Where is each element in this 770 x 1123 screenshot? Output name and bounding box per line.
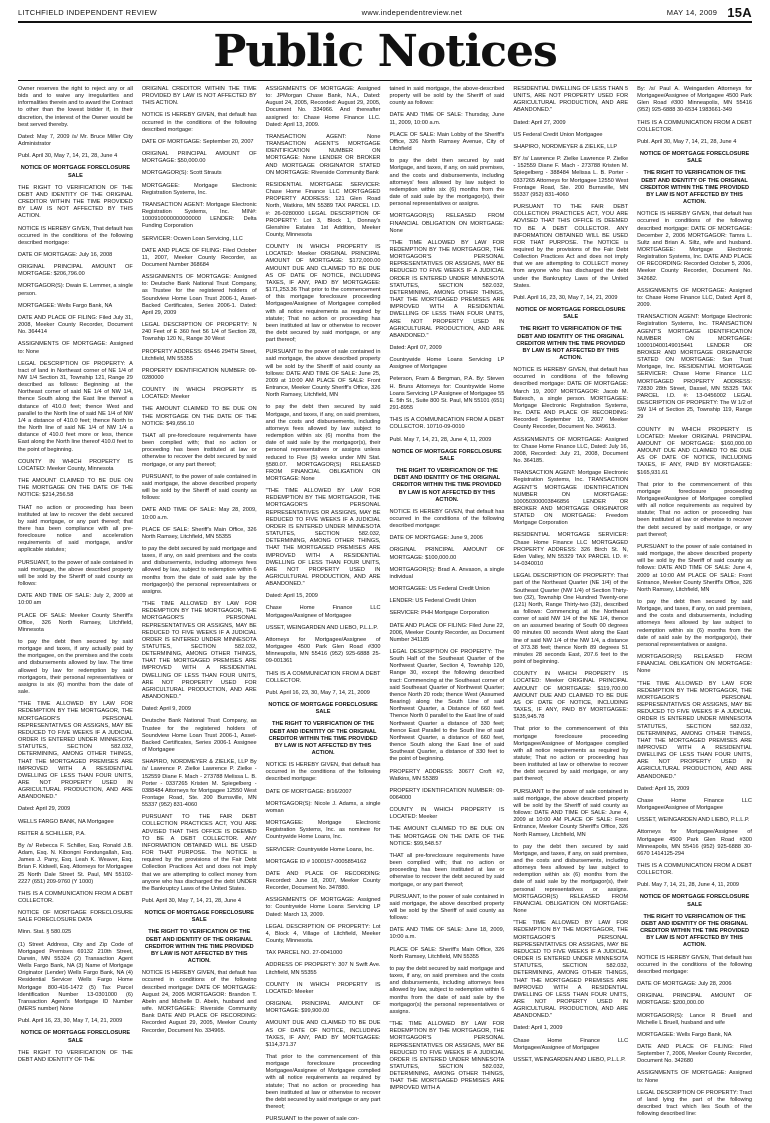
title-rule <box>18 80 752 81</box>
notice-paragraph: ORIGINAL PRINCIPAL AMOUNT OF MORTGAGE: $50,000.00 <box>141 151 257 165</box>
notice-paragraph: By /s/ Rebecca F. Schiller, Esq. Ronald J.B. Adam, Esq. N. Kibongni Fondungallah, Esq. James J. Parry, Esq. Leah K. Weaver, Esq. Brian F. Kidwell, Esq. Attorneys for Mortgagee 25 North Dale Street St. Paul, MN 55102-2227 (651) 209-9760 (Y 1000) <box>18 842 133 885</box>
notice-paragraph: NOTICE IS HEREBY GIVEN, That default has occurred in the conditions of the following described mortgage: <box>18 225 133 246</box>
notice-paragraph: THE RIGHT TO VERIFICATION OF THE DEBT AND IDENTITY OF THE <box>18 1049 133 1063</box>
notice-paragraph: COUNTY IN WHICH PROPERTY IS LOCATED: Meeker ORIGINAL PRINCIPAL AMOUNT OF MORTGAGE: $172,000.00 AMOUNT DUE AND CLAIMED TO BE DUE AS OF DATE OF NOTICE, INCLUDING TAXES, IF ANY, PAID BY MORTGAGEE: $171,253.36 That prior to the commencement of this mortgage foreclosure proceeding Mortgagee/Assignee of Mortgagee complied with all notice requirements as required by statute; That no action or proceeding has been instituted at law or otherwise to recover the debt secured by said mortgage, or any part thereof; <box>265 244 381 344</box>
notice-paragraph: NOTICE IS HEREBY GIVEN, that default has occurred in conditions of the following described mortgage: DATE OF MORTGAGE: March 19, 2007 MORTGAGOR: Jacob M. Batesch, a single person. MORTGAGEE: Mortgage Electronic Registration Systems, Inc. DATE AND PLACE OF RECORDING: Recorded September 19, 2007 Meeker County Recorder, Document No. 349613. <box>513 367 629 431</box>
notice-paragraph: NOTICE IS HEREBY GIVEN, that default has occurred in conditions of the following described mortgage: DATE OF MORTGAGE: August 24, 2005 MORTGAGOR: Brandon T. Abeln and Michelle D. Abeln, husband and wife. MORTGAGEE: Riverside Community Bank DATE AND PLACE OF RECORDING: Recorded August 29, 2005, Meeker County Recorder, Document No. 334965. <box>141 970 257 1034</box>
notice-heading: THE RIGHT TO VERIFICATION OF THE DEBT AND IDENTITY OF THE ORIGINAL CREDITOR WITHIN THE TIME PROVIDED BY LAW IS NOT AFFECTED BY THIS ACTION. <box>392 468 502 503</box>
page-number: 15A <box>727 4 752 20</box>
notice-paragraph: Publ. April 30, May 7, 14, 21, 28, June 4 <box>141 898 242 904</box>
notice-heading: NOTICE OF MORTGAGE FORECLOSURE SALE <box>268 702 378 716</box>
notice-paragraph: PURSUANT, to the power of sale contained in said mortgage, the above described property will be sold by the Sheriff of said county as follows: <box>18 559 133 588</box>
notice-paragraph: THAT no action or proceeding has been instituted at law to recover the debt secured by said mortgage, or any part thereof; that there has been compliance with all pre-foreclosure notice and acceleration requirements of said mortgage, and/or applicable statutes; <box>18 504 133 554</box>
notice-heading: NOTICE OF MORTGAGE FORECLOSURE SALE <box>639 151 750 165</box>
notice-paragraph: THIS IS A COMMUNICATION FROM A DEBT COLLECTOR. <box>265 670 381 684</box>
notice-paragraph: to pay the debt secured by said mortgage and taxes, if any, on said premises and the costs and disbursements, including attorneys fees allowed by law, subject to redemption within 6 months from the date of said sale by the mortgagor(s) the personal representatives or assigns. <box>141 545 257 595</box>
notice-paragraph: SERVICER: Countrywide Home Loans, Inc. <box>265 846 374 853</box>
notice-paragraph: PURSUANT TO THE FAIR DEBT COLLECTION PRACTICES ACT, YOU ARE ADVISED THAT THIS OFFICE IS DEEMED TO BE A DEBT COLLECTOR. ANY INFORMATION OBTAINED WILL BE USED FOR THAT PURPOSE. The NOTICE is required by the provisions of the Fair Debt Collection Practices Act and does not imply that we are attempting to collect money from anyone who has discharged the debt UNDER the Bankruptcy Laws of the United States. <box>141 814 257 892</box>
notice-paragraph: Dated: April 9, 2009 <box>141 706 191 713</box>
column-1 <box>18 86 133 1063</box>
notice-heading: THE RIGHT TO VERIFICATION OF THE DEBT AND IDENTITY OF THE ORIGINAL CREDITOR WITHIN THE TIME PROVIDED BY LAW IS NOT AFFECTED BY THIS ACTION. <box>268 721 378 756</box>
notice-paragraph: to pay the debt then secured by said Mortgage, and taxes, if any, on said premises, and the costs and disbursements, including attorneys fees allowed by law subject to redemption within six (6) months from the date of said sale by the mortgagor(s), their personal representatives or assigns unless reduced to Five (5) weeks under MN Stat. §580.07. MORTGAGOR(S) RELEASED FROM FINANCIAL OBLIGATION ON MORTGAGE: None <box>265 404 381 482</box>
notice-paragraph: Countrywide Home Loans Servicing LP Assignee of Mortgagee <box>389 357 505 371</box>
notice-paragraph: "THE TIME ALLOWED BY LAW FOR REDEMPTION BY THE MORTGAGOR, THE MORTGAGOR'S PERSONAL REPRESENTATIVES OR ASSIGNS, MAY BE REDUCED TO FIVE WEEKS IF A JUDICIAL ORDER IS ENTERED UNDER MINNESOTA STATUTES, SECTION 582.032, DETERMINING, AMONG OTHER THINGS, THAT THE MORTGAGED PREMISES ARE IMPROVED WITH A RESIDENTIAL DWELLING OF LESS THAN FOUR UNITS, ARE NOT PROPERTY USED IN AGRICULTURAL PRODUCTION, AND ARE ABANDONED." <box>637 680 752 780</box>
notice-paragraph: PROPERTY ADDRESS: 30677 Croft #2, Watkins, MN 55389 <box>389 768 505 782</box>
notice-paragraph: ASSIGNMENTS OF MORTGAGE: Assigned to: JPMorgan Chase Bank, N.A., Dated: August 24, 2005, Recorded: August 29, 2005, Document No. 334966. And thereafter assigned to: Chase Home Finance LLC. Dated: April 13, 2009. <box>265 86 381 128</box>
notice-paragraph: Chase Home Finance LLC Mortgagee/Assignee of Mortgagee <box>513 1037 629 1051</box>
notice-paragraph: THE AMOUNT CLAIMED TO BE DUE ON THE MORTGAGE ON THE DATE OF THE NOTICE: $99,548.57 <box>389 826 505 847</box>
notice-paragraph: DATE AND TIME OF SALE: June 18, 2009, 10:00 a.m. <box>389 927 505 941</box>
notice-paragraph: Attorneys for Mortgagee/Assignee of Mortgagee 4500 Park Glen Road #300 Minneapolis, MN 55416 (952) 925-6888 30-6670 1414125-294 <box>637 829 752 857</box>
notice-paragraph: ASSIGNMENTS OF MORTGAGE: Assigned to: Chase Home Finance LLC, Dated: April 8, 2009. <box>637 287 752 309</box>
notice-paragraph: MORTGAGE ID # 1000157-0005854162 <box>265 858 367 865</box>
notice-paragraph: to pay the debt then secured by said Mortgage, and taxes, if any, on said premises, and the costs and disbursements, including attorneys' fees allowed by law subject to redemption within six (6) months from the date of said sale by the mortgagor(s), their personal representatives or assigns. <box>389 158 505 208</box>
notice-paragraph: Minn. Stat. § 580.025 <box>18 929 72 936</box>
notice-paragraph: Publ. May 7, 14, 21, 28, June 4, 11, 2009 <box>389 436 492 443</box>
notice-paragraph: THE AMOUNT CLAIMED TO BE DUE ON THE MORTGAGE ON THE DATE OF THE NOTICE: $214,256.58 <box>18 478 133 499</box>
notice-paragraph: PROPERTY IDENTIFICATION NUMBER: 09-0064000 <box>389 787 505 801</box>
notice-paragraph: DATE AND PLACE OF FILING: Filed July 31, 2008, Meeker County Recorder, Document No. 364414 <box>18 314 133 336</box>
notice-paragraph: USSET, WEINGARDEN AND LIEBO, P.L.L.P. <box>513 1056 626 1063</box>
page-header <box>18 4 752 20</box>
notice-paragraph: DATE AND TIME OF SALE: Thursday, June 11, 2009, 10:00 a.m. <box>389 112 505 126</box>
notice-paragraph: Publ. April 30, May 7, 14, 21, 28, June 4 <box>637 138 737 145</box>
notice-paragraph: By: /s/ Paul A. Weingarden Attorneys for Mortgagee/Assignee of Mortgagee 4500 Park Glen Road #300 Minneapolis, MN 55416 (952) 925-6888 30-6534 1983661-349 <box>637 86 752 114</box>
notice-paragraph: PLACE OF SALE: Sheriff's Main Office, 326 North Ramsey, Litchfield, MN 55355 <box>389 946 505 960</box>
notice-paragraph: SHAPIRO, NORDMEYER & ZIELKE, LLP <box>513 143 618 150</box>
notice-paragraph: "THE TIME ALLOWED BY LAW FOR REDEMPTION BY THE MORTGAGOR, THE MORTGAGOR'S PERSONAL REPRESENTATIVES OR ASSIGNS, MAY BE REDUCED TO FIVE WEEKS IF A JUDICIAL ORDER IS ENTERED UNDER MINNESOTA STATUTES, SECTION 582.032, DETERMINING, AMONG OTHER THINGS, THAT THE MORTGAGED PREMISES ARE IMPROVED WITH A RESIDENTIAL DWELLING OF LESS THAN FOUR UNITS, ARE NOT PROPERTY USED IN AGRICULTURAL PRODUCTION, AND ARE ABANDONED." <box>265 488 381 588</box>
notice-paragraph: USSET, WEINGARDEN AND LIEBO, P.L.L.P. <box>265 624 378 631</box>
notice-paragraph: Dated: April 15, 2009 <box>265 593 318 600</box>
notice-paragraph: NOTICE IS HEREBY GIVEN, That default has occurred in the conditions of the following described mortgage: <box>637 954 752 975</box>
notice-paragraph: PURSUANT to the power of sale con- <box>265 1116 360 1123</box>
notice-paragraph: MORTGAGOR(S): Nicole J. Adams, a single woman <box>265 800 381 814</box>
notice-paragraph: PURSUANT to the power of sale contained in said mortgage, the above described property will be sold by the Sheriff of said county as follows: DATE AND TIME OF SALE: June 4, 2009 at 10:00 AM PLACE OF SALE: Front Entrance, Meeker County Sheriff's Office, 326 North Ramsey, Litchfield, MN <box>513 788 629 838</box>
notice-paragraph: Dated: April 29, 2009 <box>18 806 71 813</box>
notice-paragraph: ORIGINAL CREDITOR WITHIN THE TIME PROVIDED BY LAW IS NOT AFFECTED BY THIS ACTION. <box>141 86 257 107</box>
notice-paragraph: MORTGAGEE: Wells Fargo Bank, NA <box>637 1031 732 1038</box>
notice-paragraph: MORTGAGEE: Mortgage Electronic Registration Systems, Inc. <box>141 182 257 196</box>
notice-paragraph: PLACE OF SALE: Sheriff's Main Office, 326 North Ramsey, Litchfield, MN 55355 <box>141 526 257 540</box>
notice-paragraph: SHAPIRO, NORDMEYER & ZIELKE, LLP By /s/ Lawrence P. Zielke Lawrence P. Zielke - 152559 Diane F. Mach - 273788 Melissa L. B. Porter - 0337265 Kristen M. Spiegelberg - 0388484 Attorneys for Mortgagee 12550 West Frontage Road, Ste. 200 Burnsville, MN 55337 (952) 831-4060 <box>141 759 257 809</box>
notice-paragraph: That prior to the commencement of this mortgage foreclosure proceeding Mortgagee/Assignee of Mortgagee complied with all notice requirements as required by statute; That no action or proceeding has been instituted at law or otherwise to recover the debt secured by said mortgage, or any part thereof; <box>513 726 629 783</box>
notice-heading: NOTICE OF MORTGAGE FORECLOSURE SALE <box>144 910 254 924</box>
column-4 <box>389 86 505 1092</box>
notice-paragraph: COUNTY IN WHICH PROPERTY IS LOCATED: Meeker ORIGINAL PRINCIPAL AMOUNT OF MORTGAGE: $119,700.00 AMOUNT DUE AND CLAIMED TO BE DUE AS OF DATE OF NOTICE, INCLUDING TAXES, IF ANY, PAID BY MORTGAGEE: $135,945.78 <box>513 671 629 721</box>
notice-paragraph: That prior to the commencement of this mortgage foreclosure proceeding Mortgagee/Assignee of Mortgagee complied with all notice requirements as required by statute; That no action or proceeding has been instituted at law or otherwise to recover the debt secured by said mortgage or any part thereof; <box>265 1053 381 1111</box>
notice-paragraph: PURSUANT to the power of sale contained in said mortgage, the above described property will be sold by the Sheriff of said county as follows: DATE AND TIME OF SALE: June 4, 2009 at 10:00 AM PLACE OF SALE: Front Entrance, Meeker County Sheriff's Office, 326 North Ramsey, Litchfield, MN <box>637 543 752 593</box>
notice-paragraph: MORTGAGOR(S): Scott Strauts <box>141 170 222 177</box>
notice-paragraph: NOTICE IS HEREBY GIVEN, that default has occurred in the conditions of the following described mortgage: <box>265 762 381 783</box>
notice-paragraph: (1) Street Address, City and Zip Code of Mortgaged Premises 69132 210th Street, Darwin, MN 55324 (2) Transaction Agent Wells Fargo Bank, NA (3) Name of Mortgage Originator (Lender) Wells Fargo Bank, NA (4) Residential Servicer Wells Fargo Home Mortgage 800-416-1472 (5) Tax Parcel Identification Number 13-0301000 (6) Transaction Agent's Mortgage ID Number (MERS number) None <box>18 941 133 1013</box>
notice-paragraph: TRANSACTION AGENT: Mortgage Electronic Registration Systems, Inc. TRANSACTION AGENT'S MORTGAGE IDENTIFICATION NUMBER ON MORTGAGE: 100050300003846856 LENDER OR BROKER AND MORTGAGE ORIGINATOR STATED ON MORTGAGE: Freedom Mortgage Corporation <box>513 470 629 527</box>
notice-heading: NOTICE OF MORTGAGE FORECLOSURE SALE <box>20 165 131 179</box>
column-3 <box>265 86 381 1123</box>
notice-paragraph: AMOUNT DUE AND CLAIMED TO BE DUE AS OF DATE OF NOTICE, INCLUDING TAXES, IF ANY, PAID BY MORTGAGEE: $114,371.37 <box>265 1020 381 1048</box>
notice-paragraph: COUNTY IN WHICH PROPERTY IS LOCATED: Meeker <box>265 981 381 995</box>
notice-paragraph: DATE OF MORTGAGE: July 16, 2008 <box>18 251 113 258</box>
notice-paragraph: Publ. April 16, 23, 30, May 7, 14, 21, 2009 <box>265 689 370 696</box>
notice-paragraph: TAX PARCEL NO. 27-0041000 <box>265 950 343 957</box>
notice-paragraph: THIS IS A COMMUNICATION FROM A DEBT COLLECTOR. 10710-09-0010 <box>389 417 505 431</box>
column-2 <box>141 86 257 1034</box>
notice-paragraph: ASSIGNMENTS OF MORTGAGE: Assigned to: None <box>18 341 133 355</box>
notice-paragraph: Publ. April 16, 23, 30, May 7, 14, 21, 2009 <box>18 1018 123 1025</box>
notice-heading: NOTICE OF MORTGAGE FORECLOSURE SALE <box>639 894 750 908</box>
notice-paragraph: BY /s/ Lawrence P. Zielke Lawrence P. Zielke - 152559 Diane F. Mach - 273788 Kristen M. Spiegelberg - 388484 Melissa L. B. Porter - 0337265 Attorneys for Mortgagee 12550 West Frontage Road, Ste. 200 Burnsville, MN 55337 (952) 831-4060 <box>513 156 629 198</box>
header-rule <box>18 21 752 23</box>
notice-paragraph: WELLS FARGO BANK, NA Mortgagee <box>18 818 114 825</box>
notice-paragraph: MORTGAGEE: Wells Fargo Bank, NA <box>18 302 113 309</box>
column-6 <box>637 86 752 1118</box>
notice-paragraph: LEGAL DESCRIPTION OF PROPERTY: Tract of land lying the part of the following described tract which lies South of the following described line: <box>637 1089 752 1118</box>
notice-paragraph: That prior to the commencement of this mortgage foreclosure proceeding Mortgagee/Assignee of Mortgagee complied with all notice requirements as required by statute; That no action or proceeding has been instituted at law or otherwise to recover the debt secured by said mortgage, or any part thereof; <box>637 481 752 538</box>
notice-paragraph: LEGAL DESCRIPTION OF PROPERTY: Lot 4, Block 4, Village of Litchfield, Meeker County, Minnesota. <box>265 923 381 945</box>
notice-heading: NOTICE OF MORTGAGE FORECLOSURE SALE <box>392 448 502 462</box>
notice-paragraph: MORTGAGOR(S): Lance R Bruell and Michelle L Bruell, husband and wife <box>637 1012 752 1026</box>
notice-paragraph: ORIGINAL PRINCIPAL AMOUNT OF MORTGAGE: $99,900.00 <box>265 1001 381 1015</box>
notice-paragraph: NOTICE OF MORTGAGE FORECLOSURE SALE FORECLOSURE DATA <box>18 910 133 924</box>
notice-paragraph: NOTICE IS HEREBY GIVEN, that default has occurred in the conditions of the following described mortgage: <box>141 112 257 133</box>
notice-paragraph: DATE AND PLACE OF RECORDING: Recorded: June 18, 2007, Meeker County Recorder, Document No. 347880. <box>265 870 381 892</box>
notice-paragraph: COUNTY IN WHICH PROPERTY IS LOCATED: Meeker <box>141 387 257 401</box>
notice-paragraph: TRANSACTION AGENT: Mortgage Electronic Registration Systems, Inc. TRANSACTION AGENT'S MORTGAGE IDENTIFICATION NUMBER ON MORTGAGE: 100010400149015441 LENDER OR BROKER AND MORTGAGE ORIGINATOR STATED ON MORTGAGE: Sun Trust Mortgage, Inc. RESIDENTIAL MORTGAGE SERVICER: Chase Home Finance LLC MORTGAGED PROPERTY ADDRESS: 72830 28th Street, Dassel, MN 55325 TAX PARCEL I.D. #: 13-0456002 LEGAL DESCRIPTION OF PROPERTY: The W 1/2 of SW 1/4 of Section 25, Township 119, Range 29 <box>637 314 752 421</box>
notice-paragraph: DATE AND TIME OF SALE: July 2, 2009 at 10:00 am <box>18 593 133 607</box>
notice-paragraph: TRANSACTION AGENT: Mortgage Electronic Registration Systems, Inc. MIN#: 1000910000000000000 LENDER: Delta Funding Corporation <box>141 201 257 230</box>
notice-paragraph: THIS IS A COMMUNICATION FROM A DEBT COLLECTOR. <box>637 863 752 877</box>
notice-paragraph: THIS IS A COMMUNICATION FROM A DEBT COLLECTOR. <box>18 890 133 904</box>
notice-paragraph: DATE AND PLACE OF FILING: Filed June 22, 2006, Meeker County Recorder, as Document Number 341185 <box>389 622 505 643</box>
notice-paragraph: US Federal Credit Union Mortgagee <box>513 131 603 138</box>
notice-paragraph: THE RIGHT TO VERIFICATION OF THE DEBT AND IDENTITY OF THE ORIGINAL CREDITOR WITHIN THE TIME PROVIDED BY LAW IS NOT AFFECTED BY THIS ACTION. <box>18 184 133 220</box>
notice-paragraph: LEGAL DESCRIPTION OF PROPERTY: That part of the Northeast Quarter (NE 1/4) of the Southeast Quarter (NW 1/4) of Section Thirty-two (32), Township One Hundred Twenty-one (121) North, Range Thirty-two (32), described as follows: Commencing at the Northeast corner of said NW 1/4 of the NE 1/4, thence on an assumed bearing of South 00 degrees 00 minutes 00 seconds West along the East line of said NW 1/4 of the NW 1/4, a distance of 373.38 feet; thence North 89 degrees 51 minutes 28 seconds East, 207.6 feet to the point of beginning. <box>513 573 629 666</box>
notice-paragraph: MORTGAGOR(S): Brad A. Anvason, a single individual <box>389 566 505 580</box>
notice-paragraph: LEGAL DESCRIPTION OF PROPERTY: N 240 Feet of E 360 feet 56 1/4 of Section 28, Township 120 N., Range 30 West <box>141 322 257 343</box>
notice-paragraph: to pay the debt then secured by said mortgage and taxes, if any actually paid by the mortgagee, on the premises and the costs and disbursements allowed by law. The time allowed by law for redemption by said mortgagors, their personal representatives or assigns is six (6) months from the date of sale. <box>18 639 133 696</box>
notice-paragraph: PURSUANT, to the power of sale contained in said mortgage, the above described property will be sold by the Sheriff of said county as follows: <box>389 893 505 922</box>
notice-heading: THE RIGHT TO VERIFICATION OF THE DEBT AND IDENTITY OF THE ORIGINAL CREDITOR WITHIN THE TIME PROVIDED BY LAW IS NOT AFFECTED BY THIS ACTION. <box>640 170 750 206</box>
notice-paragraph: DATE AND TIME OF SALE: May 28, 2009, 10:00 a.m. <box>141 507 257 521</box>
notice-paragraph: RESIDENTIAL DWELLING OF LESS THAN 5 UNITS, ARE NOT PROPERTY USED FOR AGRICULTURAL PRODUCTION, AND ARE ABANDONED." <box>513 86 629 114</box>
notice-paragraph: REITER & SCHILLER, P.A. <box>18 830 86 837</box>
notice-paragraph: to pay the debt then secured by said Mortgage, and taxes, if any, on said premises, and the costs and disbursements, including attorneys fees allowed by law subject to redemption within six (6) months from the date of said sale by the mortgagor(s), their personal representatives or assigns. MORTGAGOR(S) RELEASED FROM FINANCIAL OBLIGATION ON MORTGAGE: None <box>513 843 629 915</box>
notice-paragraph: MORTGAGOR(S) RELEASED FROM FINANCIAL OBLIGATION ON MORTGAGE: None <box>637 654 752 675</box>
notice-paragraph: THAT all pre-foreclosure requirements have been complied with; that no action or proceeding has been instituted at law or otherwise to recover the debt secured by said mortgage, or any part thereof; <box>141 432 257 468</box>
notice-paragraph: THAT all pre-foreclosure requirements have been complied with; that no action or proceeding has been instituted at law or otherwise to recover the debt secured by said mortgage, or any part thereof; <box>389 852 505 888</box>
notice-paragraph: ASSIGNMENTS OF MORTGAGE: Assigned to: Countrywide Home Loans Servicing LP Dated: March 13, 2009. <box>265 897 381 918</box>
notice-paragraph: DATE AND PLACE OF FILING: Filed October 11, 2007, Meeker County Recorder, as Document Number 368684 <box>141 247 257 268</box>
notice-paragraph: THE AMOUNT CLAIMED TO BE DUE ON THE MORTGAGE ON THE DATE OF THE NOTICE: $49,656.10 <box>141 406 257 427</box>
notice-paragraph: Deutsche Bank National Trust Company, as Trustee for the registered holders of Soundview Home Loan Trust 2006-1, Asset-Backed Certificates, Series 2006-1 Assignee of Mortgagee <box>141 718 257 754</box>
notice-paragraph: tained in said mortgage, the above-described property will be sold by the Sheriff of said county as follows: <box>389 86 505 107</box>
section-title: Public Notices <box>213 26 557 77</box>
notice-paragraph: ASSIGNMENTS OF MORTGAGE: Assigned to: None <box>637 1070 752 1084</box>
notice-paragraph: NOTICE IS HEREBY GIVEN, that default has occurred in the conditions of the following described mortgage: <box>389 508 505 530</box>
notice-paragraph: RESIDENTIAL MORTGAGE SERVICER: Chase Home Finance LLC MORTGAGED PROPERTY ADDRESS: 121 Glen Road North, Watkins, MN 55389 TAX PARCEL I.D. #: 26-0280000 LEGAL DESCRIPTION OF PROPERTY: Lot 3, Block 1, Donnay's Glenshire Estates 1st Addition, Meeker County, Minnesota <box>265 181 381 238</box>
notice-paragraph: to pay the debt secured by said mortgage and taxes, if any, on said premises and the costs and disbursements, including attorneys fees allowed by law, subject to redemption within 6 months from the date of said sale by the mortgagor(s) the personal representatives or assigns. <box>389 965 505 1015</box>
notice-paragraph: Chase Home Finance LLC Mortgagee/Assignee of Mortgagee <box>265 605 381 619</box>
notice-columns <box>18 86 752 1123</box>
notice-paragraph: DATE OF MORTGAGE: 8/16/2007 <box>265 788 352 795</box>
notice-heading: THE RIGHT TO VERIFICATION OF THE DEBT AND IDENTITY OF THE ORIGINAL CREDITOR WITHIN THE TIME PROVIDED BY LAW IS NOT AFFECTED BY THIS ACTION. <box>144 929 254 965</box>
notice-paragraph: ORIGINAL PRINCIPAL AMOUNT OF MORTGAGE: $100,000.00 <box>389 547 505 561</box>
notice-paragraph: RESIDENTIAL MORTGAGE SERVICER: Chase Home Finance LLC MORTGAGED PROPERTY ADDRESS: 326 Birch St. N, Eden Valley, MN 55329 TAX PARCEL I.D. #: 14-0340010 <box>513 532 629 568</box>
notice-paragraph: ASSIGNMENTS OF MORTGAGE: Assigned to: Chase Home Finance LLC, Dated: July 16, 2008, Recorded: July 21, 2008, Document No. 364185. <box>513 436 629 465</box>
notice-paragraph: Chase Home Finance LLC Mortgagee/Assignee of Mortgagee <box>637 797 752 812</box>
notice-paragraph: MORTGAGEE: US Federal Credit Union <box>389 586 490 593</box>
notice-paragraph: Dated: May 7, 2009 /s/ Mr. Bruce Miller City Administrator <box>18 133 133 148</box>
notice-paragraph: MORTGAGOR(S) RELEASED FROM FINANCIAL OBLIGATION ON MORTGAGE: None <box>389 213 505 234</box>
notice-paragraph: USSET, WEINGARDEN AND LIEBO, P.L.L.P. <box>637 817 750 824</box>
notice-paragraph: ASSIGNMENTS OF MORTGAGE: Assigned to: Deutsche Bank National Trust Company, as Trustee for the registered holders of Soundview Home Loan Trust 2006-1, Asset-Backed Certificates, Series 2006-1. Dated: April 29, 2009 <box>141 274 257 316</box>
notice-heading: NOTICE OF MORTGAGE FORECLOSURE SALE <box>20 1030 131 1044</box>
notice-paragraph: Peterson, Fram & Bergman, P.A. By: Steven H. Bruns Attorneys for: Countrywide Home Loans Servicing LP Assignee of Mortgagee 55 E. 5th St., Suite 800 St. Paul, MN 55101 (651) 291-8955 <box>389 376 505 412</box>
notice-paragraph: DATE AND PLACE OF FILING: Filed September 7, 2006, Meeker County Recorder, Document No. 342680 <box>637 1043 752 1065</box>
notice-paragraph: "THE TIME ALLOWED BY LAW FOR REDEMPTION BY THE MORTGAGOR, THE MORTGAGOR'S PERSONAL REPRESENTATIVES OR ASSIGNS, MAY BE REDUCED TO FIVE WEEKS IF A JUDICIAL ORDER IS ENTERED UNDER MINNESOTA STATUTES, SECTION 582.032, DETERMINING, AMONG OTHER THINGS, THAT THE MORTGAGED PREMISES ARE IMPROVED WITH A <box>389 1021 505 1092</box>
publication-name: LITCHFIELD INDEPENDENT REVIEW <box>18 7 157 17</box>
notice-paragraph: Dated: April 15, 2009 <box>637 785 690 792</box>
header-right <box>667 5 752 20</box>
notice-paragraph: to pay the debt then secured by said Mortgage, and taxes, if any, on said premises, and the costs and disbursements, including attorneys fees allowed by law subject to redemption within six (6) months from the date of said sale by the mortgagor(s), their personal representatives or assigns. <box>637 599 752 648</box>
notice-heading: NOTICE OF MORTGAGE FORECLOSURE SALE <box>516 307 626 321</box>
issue-date: MAY 14, 2009 <box>666 7 718 17</box>
notice-paragraph: COUNTY IN WHICH PROPERTY IS LOCATED: Meeker County, Minnesota <box>18 458 133 472</box>
notice-paragraph: "THE TIME ALLOWED BY LAW FOR REDEMPTION BY THE MORTGAGOR, THE MORTGAGOR'S PERSONAL REPRESENTATIVES OR ASSIGNS, MAY BE REDUCED TO FIVE WEEKS IF A JUDICIAL ORDER IS ENTERED UNDER MINNESOTA STATUTES, SECTION 582.032, DETERMINING, AMONG OTHER THINGS, THAT THE MORTGAGED PREMISES ARE IMPROVED WITH A RESIDENTIAL DWELLING OF LESS THAN FOUR UNITS, ARE NOT PROPERTY USED IN AGRICULTURAL PRODUCTION, AND ARE ABANDONED." <box>513 920 629 1020</box>
notice-paragraph: ORIGINAL PRINCIPAL AMOUNT OF MORTGAGE: $200,000.00 <box>637 993 752 1007</box>
notice-paragraph: Publ. April 16, 23, 30, May 7, 14, 21, 2009 <box>513 294 618 301</box>
notice-paragraph: PURSUANT, to the power of sale contained in said mortgage, the above described property will be sold by the Sheriff of said county as follows: <box>141 473 257 502</box>
notice-paragraph: PROPERTY IDENTIFICATION NUMBER: 09-0280000 <box>141 367 257 381</box>
notice-paragraph: Dated: April 27, 2009 <box>513 119 566 126</box>
notice-paragraph: DATE OF MORTGAGE: July 28, 2006 <box>637 981 732 988</box>
notice-paragraph: NOTICE IS HEREBY GIVEN, that default has occurred in conditions of the following described mortgage: DATE OF MORTGAGE: December 2, 2006 MORTGAGOR: Tamra L. Sultz and Brian A. Siltz, wife and husband. MORTGAGEE: Mortgage Electronic Registration Systems, Inc. DATE AND PLACE OF RECORDING: Recorded October 5, 2006, Meeker County Recorder, Document No. 342682. <box>637 211 752 282</box>
notice-paragraph: Dated: April 07, 2009 <box>389 345 442 351</box>
notice-paragraph: DATE OF MORTGAGE: September 20, 2007 <box>141 138 254 145</box>
notice-paragraph: PLACE OF SALE: Main Lobby of the Sheriff's Office, 326 North Ramsey Avenue, City of Litchfield <box>389 131 505 153</box>
notice-paragraph: LEGAL DESCRIPTION OF PROPERTY: A tract of land in Northeast corner of NE 1/4 of NW 1/4 Section 31, Township 121, Range 29 described as follows: Beginning at the Northeast corner of said NE 1/4 of NW 1/4, thence South along the East line thereof a distance of 410.0 feet; thence West and parallel to the North line of said NE 1/4 of NW 1/4 a distance of 410.0 feet; thence North to the North line of said NE 1/4 of NW 1/4 a distance of 410.0 feet more or less, thence East along the North line thereof 410.0 feet to the point of beginning. <box>18 360 133 453</box>
notice-paragraph: MORTGAGOR(S): Dwain E. Lemmer, a single person. <box>18 283 133 297</box>
notice-heading: THE RIGHT TO VERIFICATION OF THE DEBT AND IDENTITY OF THE ORIGINAL CREDITOR WITHIN THE TIME PROVIDED BY LAW IS NOT AFFECTED BY THIS ACTION. <box>516 326 626 361</box>
notice-paragraph: Owner reserves the right to reject any or all bids and to waive any irregularities and informalities therein and to award the Contract to other than the lowest bidder if, in their discretion, the interest of the Owner would be best served thereby. <box>18 86 133 128</box>
notice-paragraph: PURSUANT TO THE FAIR DEBT COLLECTION PRACTICES ACT, YOU ARE ADVISED THAT THIS OFFICE IS DEEMED TO BE A DEBT COLLECTOR. ANY INFORMATION OBTAINED WILL BE USED FOR THAT PURPOSE. The NOTICE is required by the provisions of the Fair Debt Collection Practices Act and does not imply that we are attempting to COLLECT money from anyone who has discharged the debt under the Bankruptcy Laws of the United States. <box>513 204 629 289</box>
notice-paragraph: PURSUANT to the power of sale contained in said mortgage, the above described property will be sold by the Sheriff of said county as follows: DATE AND TIME OF SALE: June 25, 2009 at 10:00 AM PLACE OF SALE: Front Entrance, Meeker County Sheriff's Office, 326 North Ramsey, Litchfield, MN <box>265 349 381 399</box>
notice-paragraph: LENDER: US Federal Credit Union <box>389 598 477 605</box>
notice-paragraph: SERVICER: PHH Mortgage Corporation <box>389 610 489 617</box>
notice-paragraph: PLACE OF SALE: Meeker County Sheriff's Office, 326 North Ramsey, Litchfield, Minnesota <box>18 612 133 633</box>
notice-paragraph: TRANSACTION AGENT: None TRANSACTION AGENT'S MORTGAGE IDENTIFICATION NUMBER ON MORTGAGE: None LENDER OR BROKER AND MORTGAGE ORIGINATOR STATED ON MORTGAGE: Riverside Community Bank <box>265 133 381 176</box>
notice-paragraph: Dated: April 1, 2009 <box>513 1025 563 1032</box>
notice-paragraph: Publ. April 30, May 7, 14, 21, 28, June 4 <box>18 153 118 160</box>
notice-paragraph: SERVICER: Ocwen Loan Servicing, LLC <box>141 235 243 242</box>
notice-paragraph: PROPERTY ADDRESS: 65446 294TH Street, Litchfield, MN 55355 <box>141 348 257 362</box>
notice-paragraph: COUNTY IN WHICH PROPERTY IS LOCATED: Meeker <box>389 807 505 821</box>
notice-paragraph: THIS IS A COMMUNICATION FROM A DEBT COLLECTOR. <box>637 119 752 133</box>
notice-paragraph: Publ. May 7, 14, 21, 28, June 4, 11, 2009 <box>637 882 740 889</box>
notice-paragraph: ORIGINAL PRINCIPAL AMOUNT OF MORTGAGE: $206,796.00 <box>18 264 133 278</box>
column-5 <box>513 86 629 1063</box>
notice-paragraph: MORTGAGEE: Mortgage Electronic Registration Systems, Inc. as nominee for Countrywide Home Loans, Inc. <box>265 820 381 841</box>
notice-paragraph: Attorneys for Mortgagee/Assignee of Mortgagee 4500 Park Glen Road #300 Minneapolis, MN 55416 (952) 925-6888 25-09-001361 <box>265 636 381 665</box>
notice-paragraph: COUNTY IN WHICH PROPERTY IS LOCATED: Meeker ORIGINAL PRINCIPAL AMOUNT OF MORTGAGE: $160,000.00 AMOUNT DUE AND CLAIMED TO BE DUE AS OF DATE OF NOTICE, INCLUDING TAXES, IF ANY, PAID BY MORTGAGEE: $165,931.61 <box>637 426 752 476</box>
notice-paragraph: DATE OF MORTGAGE: June 9, 2006 <box>389 535 483 542</box>
notice-paragraph: LEGAL DESCRIPTION OF PROPERTY: The South Half of the Southeast Quarter of the Northwest Quarter, Section 4, Township 120, Range 30, except the following described tract: Commencing at the Southeast corner of said Southeast Quarter of Northwest Quarter; thence North 20 rods; thence West (Assumed Bearing) along the South Line of said Northwest Quarter, a Distance of 660 feet. Thence North 0 parallel to the East line of said Northwest Quarter a distance of 330 feet; thence East Parallel to the South line of said Northwest Quarter, a distance of 660 feet, thence South along the East line of said Southeast Quarter, a distance of 330 feet to the point of beginning. <box>389 649 505 763</box>
notice-heading: THE RIGHT TO VERIFICATION OF THE DEBT AND IDENTITY OF THE ORIGINAL CREDITOR WITHIN THE TIME PROVIDED BY LAW IS NOT AFFECTED BY THIS ACTION. <box>640 913 750 949</box>
website-url[interactable]: www.independentreview.net <box>361 7 463 17</box>
notice-paragraph: ADDRESS OF PROPERTY: 307 N Swift Ave. Litchfield, MN 55355 <box>265 962 381 976</box>
notice-paragraph: "THE TIME ALLOWED BY LAW FOR REDEMPTION BY THE MORTGAGOR, THE MORTGAGOR'S PERSONAL REPRESENTATIVES OR ASSIGNS, MAY BE REDUCED TO FIVE WEEKS IF A JUDICIAL ORDER IS ENTERED UNDER MINNESOTA STATUTES, SECTION 582.032, DETERMINING, AMONG OTHER THINGS, THAT THE MORTGAGED PREMISES ARE IMPROVED WITH A RESIDENTIAL DWELLING OF LESS THAN FOUR UNITS, ARE NOT PROPERTY USED IN AGRICULTURAL PRODUCTION, AND ARE ABANDONED." <box>389 239 505 339</box>
notice-paragraph: "THE TIME ALLOWED BY LAW FOR REDEMPTION BY THE MORTGAGOR, THE MORTGAGOR'S PERSONAL REPRESENTATIVES OR ASSIGNS, MAY BE REDUCED TO FIVE WEEKS IF A JUDICIAL ORDER IS ENTERED UNDER MINNESOTA STATUTES, SECTION 582.032, DETERMINING, AMONG OTHER THINGS, THAT THE MORTGAGED PREMISES ARE IMPROVED WITH A RESIDENTIAL DWELLING OF LESS THAN FOUR UNITS, ARE NOT PROPERTY USED FOR AGRICULTURAL PRODUCTION, AND ARE ABANDONED." <box>141 601 257 701</box>
notice-paragraph: "THE TIME ALLOWED BY LAW FOR REDEMPTION BY THE MORTGAGOR, THE MORTGAGOR'S PERSONAL REPRESENTATIVES OR ASSIGNS, MAY BE REDUCED TO FIVE WEEKS IF A JUDICIAL ORDER IS ENTERED UNDER MINNESOTA STATUTES, SECTION 582.032, DETERMINING, AMONG OTHER THINGS, THAT THE MORTGAGED PREMISES ARE IMPROVED WITH A RESIDENTIAL DWELLING OF LESS THAN FOUR UNITS, ARE NOT PROPERTY USED IN AGRICULTURAL PRODUCTION, AND ARE ABANDONED." <box>18 701 133 801</box>
